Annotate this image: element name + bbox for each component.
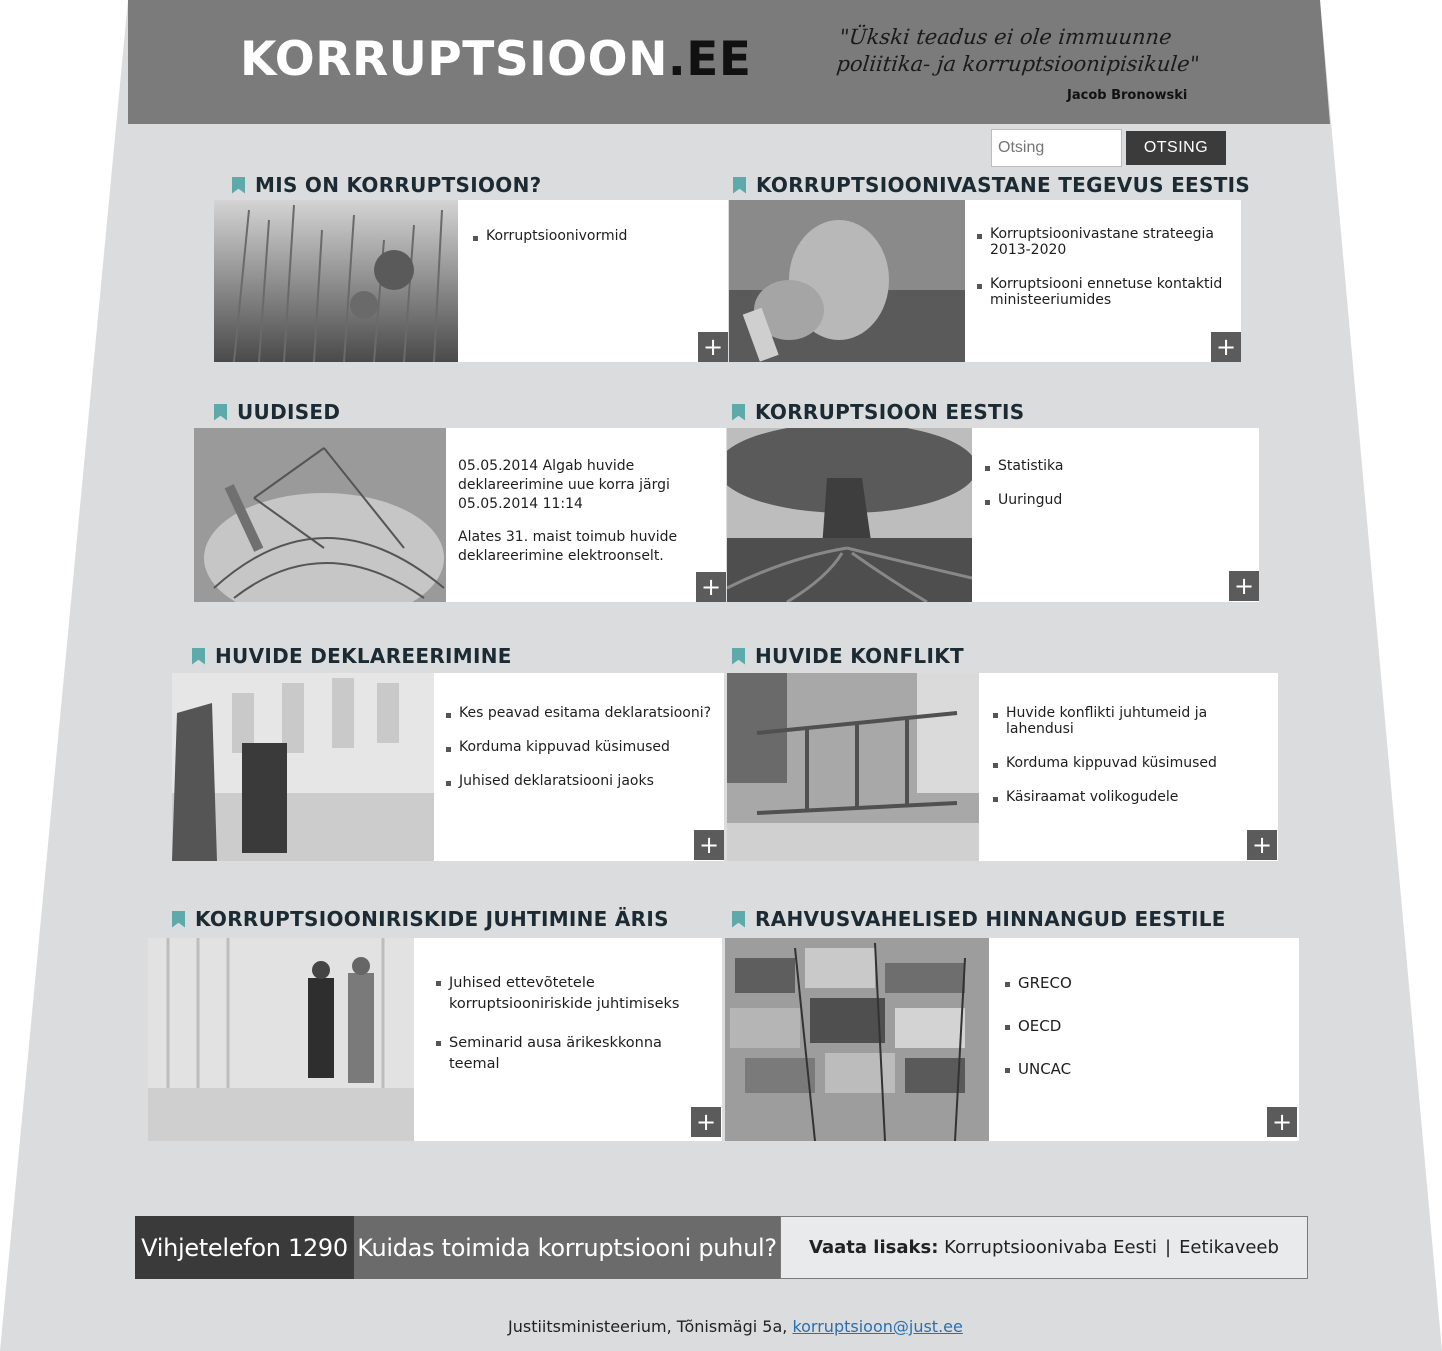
link-strateegia[interactable]: Korruptsioonivastane strateegia 2013-2020 (977, 226, 1235, 258)
section-card-mis-on-korruptsioon (214, 200, 728, 362)
how-to-act-button[interactable]: Kuidas toimida korruptsiooni puhul? (354, 1216, 780, 1279)
search-input[interactable] (991, 129, 1122, 167)
site-logo[interactable]: KORRUPTSIOON.EE (240, 32, 752, 87)
link-list (977, 226, 1235, 326)
section-card-huvide-deklareerimine (172, 673, 724, 861)
more-button[interactable]: + (1247, 830, 1277, 860)
hotline-button[interactable]: Vihjetelefon 1290 (135, 1216, 354, 1279)
section-card-korruptsioonivastane-tegevus (729, 200, 1241, 362)
link-kkk[interactable]: Korduma kippuvad küsimused (446, 739, 712, 755)
more-button[interactable]: + (691, 1107, 721, 1137)
link-ennetuse-kontaktid[interactable]: Korruptsiooni ennetuse kontaktid ministeeriumides (977, 276, 1235, 308)
link-greco[interactable]: GRECO (1005, 974, 1275, 993)
link-list (436, 973, 706, 1093)
section-card-rahvusvahelised-hinnangud (725, 938, 1299, 1141)
link-juhised-deklaratsiooni[interactable]: Juhised deklaratsiooni jaoks (446, 773, 712, 789)
section-title-uudised[interactable]: UUDISED (214, 400, 340, 424)
bookmark-icon (232, 177, 245, 194)
separator: | (1164, 1237, 1172, 1258)
header-quote: "Ükski teadus ei ole immuunne poliitika- ja korruptsioonipisikule" (835, 25, 1201, 76)
footer-email-link[interactable]: korruptsioon@just.ee (792, 1317, 963, 1336)
section-title-korruptsioon-eestis[interactable]: KORRUPTSIOON EESTIS (732, 400, 1024, 424)
bookmark-icon (732, 648, 745, 665)
bookmark-icon (732, 404, 745, 421)
news-summary: Alates 31. maist toimub huvide deklareerimine elektroonselt. (458, 529, 678, 564)
link-uuringud[interactable]: Uuringud (985, 492, 1235, 508)
section-title-huvide-konflikt[interactable]: HUVIDE KONFLIKT (732, 644, 964, 668)
more-button[interactable]: + (696, 572, 726, 602)
link-juhtumeid[interactable]: Huvide konflikti juhtumeid ja lahendusi (993, 705, 1263, 737)
link-list (446, 705, 712, 807)
link-statistika[interactable]: Statistika (985, 458, 1235, 474)
link-oecd[interactable]: OECD (1005, 1017, 1275, 1036)
bookmark-icon (172, 911, 185, 928)
link-korruptsioonivaba-eesti[interactable]: Korruptsioonivaba Eesti (944, 1237, 1157, 1258)
bookmark-icon (192, 648, 205, 665)
wheat-field-photo (214, 200, 458, 362)
section-card-korruptsioon-eestis (727, 428, 1259, 602)
section-title-korruptsiooniriskide-juhtimine[interactable]: KORRUPTSIOONIRISKIDE JUHTIMINE ÄRIS (172, 907, 669, 931)
search-button[interactable]: OTSING (1126, 131, 1226, 165)
more-button[interactable]: + (698, 332, 728, 362)
chess-pieces-photo (172, 673, 434, 861)
link-list (1005, 974, 1275, 1097)
link-kes-peavad-esitama[interactable]: Kes peavad esitama deklaratsiooni? (446, 705, 712, 721)
link-eetikaveeb[interactable]: Eetikaveeb (1179, 1237, 1279, 1258)
bookmark-icon (733, 177, 746, 194)
link-kkk[interactable]: Korduma kippuvad küsimused (993, 755, 1263, 771)
section-card-uudised (194, 428, 726, 602)
more-button[interactable]: + (694, 830, 724, 860)
news-item[interactable] (458, 457, 720, 566)
link-juhised-ettevotetele[interactable]: Juhised ettevõtetele korruptsiooniriskide juhtimiseks (436, 973, 706, 1015)
section-title-mis-on-korruptsioon[interactable]: MIS ON KORRUPTSIOON? (232, 173, 542, 197)
link-seminarid[interactable]: Seminarid ausa ärikeskkonna teemal (436, 1033, 706, 1075)
bookmark-icon (732, 911, 745, 928)
news-headline[interactable]: 05.05.2014 Algab huvide deklareerimine uue korra järgi (458, 458, 670, 493)
more-button[interactable]: + (1229, 571, 1259, 601)
see-also-label: Vaata lisaks: (809, 1237, 939, 1258)
section-title-korruptsioonivastane-tegevus[interactable]: KORRUPTSIOONIVASTANE TEGEVUS EESTIS (733, 173, 1250, 197)
more-button[interactable]: + (1211, 332, 1241, 362)
bookmark-icon (214, 404, 227, 421)
more-button[interactable]: + (1267, 1107, 1297, 1137)
flags-photo (725, 938, 989, 1141)
business-people-photo (148, 938, 414, 1141)
see-also-bar (780, 1216, 1308, 1279)
news-timestamp: 05.05.2014 11:14 (458, 496, 583, 512)
footer (508, 1317, 963, 1336)
quote-author: Jacob Bronowski (1067, 88, 1188, 103)
tree-roots-photo (727, 428, 972, 602)
link-korruptsioonivormid[interactable]: Korruptsioonivormid (473, 228, 713, 244)
link-list (985, 458, 1235, 526)
satellite-dish-photo (194, 428, 446, 602)
gardening-hands-photo (729, 200, 965, 362)
section-title-rahvusvahelised-hinnangud[interactable]: RAHVUSVAHELISED HINNANGUD EESTILE (732, 907, 1226, 931)
section-card-korruptsiooniriskide-juhtimine (148, 938, 722, 1141)
link-list (473, 228, 713, 262)
footer-address: Justiitsministeerium, Tõnismägi 5a, (508, 1317, 788, 1336)
section-card-huvide-konflikt (727, 673, 1278, 861)
people-carrying-ladder-photo (727, 673, 979, 861)
link-kasiraamat[interactable]: Käsiraamat volikogudele (993, 789, 1263, 805)
link-uncac[interactable]: UNCAC (1005, 1060, 1275, 1079)
link-list (993, 705, 1263, 823)
section-title-huvide-deklareerimine[interactable]: HUVIDE DEKLAREERIMINE (192, 644, 512, 668)
